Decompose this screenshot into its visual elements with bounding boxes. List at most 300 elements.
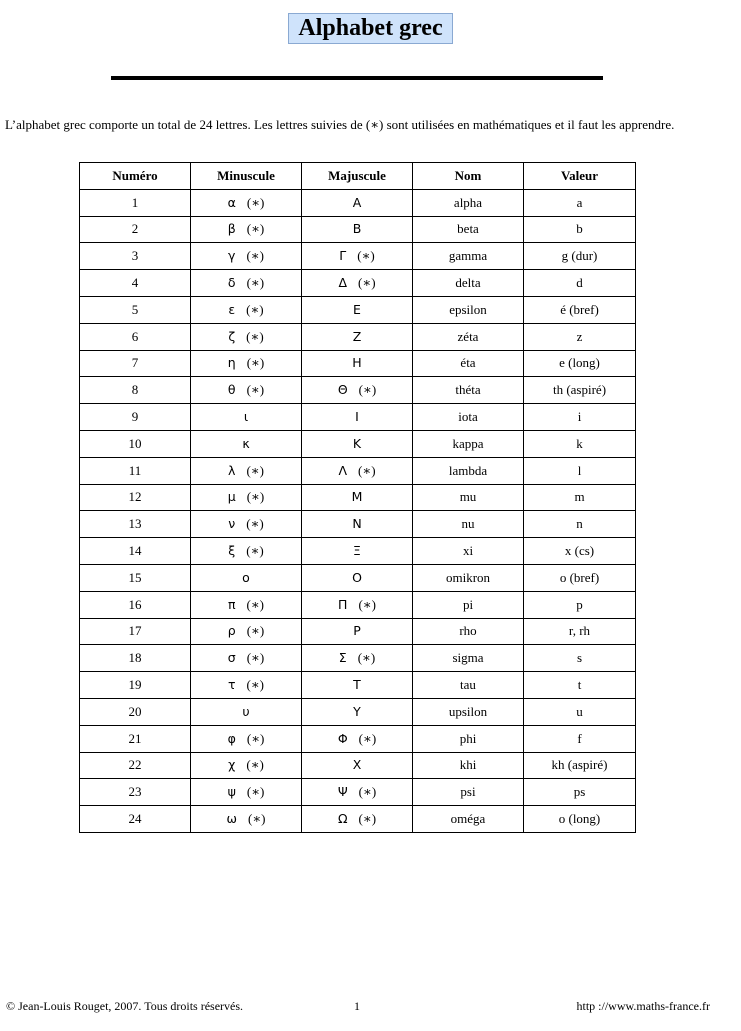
cell-majuscule-text: Ψ [337,784,348,800]
table-row [80,672,636,699]
cell-nom [413,457,524,484]
table-row [80,404,636,431]
cell-numero-text: 13 [128,516,142,532]
table-row [80,725,636,752]
cell-valeur-text: g (dur) [561,248,598,264]
cell-majuscule [302,189,413,216]
cell-minuscule-text: β [227,221,236,237]
math-star-marker: (∗) [246,623,265,639]
cell-nom [413,323,524,350]
cell-numero [80,511,191,538]
cell-minuscule [191,270,302,297]
cell-nom [413,698,524,725]
cell-numero-text: 11 [128,462,142,478]
cell-majuscule [302,270,413,297]
cell-numero-text: 3 [131,248,139,264]
cell-valeur [524,377,636,404]
cell-majuscule [302,725,413,752]
cell-nom [413,430,524,457]
cell-majuscule-text: Ω [337,811,348,827]
cell-majuscule [302,296,413,323]
cell-majuscule-text: N [352,516,362,532]
cell-numero [80,725,191,752]
cell-minuscule [191,430,302,457]
cell-nom [413,672,524,699]
cell-valeur-text: d [576,275,583,291]
cell-majuscule [302,323,413,350]
cell-minuscule-text: o [242,569,250,585]
cell-majuscule [302,484,413,511]
cell-minuscule [191,484,302,511]
cell-majuscule-text: K [352,435,362,451]
cell-nom [413,538,524,565]
cell-nom-text: khi [459,757,477,773]
cell-numero-text: 2 [131,221,139,237]
cell-numero [80,484,191,511]
cell-numero-text: 8 [131,382,139,398]
cell-valeur-text: o (long) [558,811,601,827]
page-title: Alphabet grec [288,13,452,44]
table-row [80,752,636,779]
cell-nom [413,618,524,645]
math-star-marker: (∗) [246,462,264,478]
math-star-marker: (∗) [246,301,264,317]
cell-numero [80,645,191,672]
cell-majuscule-text: I [355,409,359,425]
cell-valeur [524,752,636,779]
cell-nom-text: nu [461,516,475,532]
cell-minuscule-text: ι [243,409,249,425]
cell-valeur-text: t [577,677,582,693]
cell-valeur-text: m [574,489,585,505]
cell-nom-text: delta [455,275,481,291]
cell-numero [80,296,191,323]
table-row [80,377,636,404]
cell-nom [413,806,524,833]
math-star-marker: (∗) [246,650,265,666]
table-row [80,430,636,457]
cell-valeur [524,806,636,833]
cell-minuscule-text: υ [242,703,250,719]
cell-minuscule-text: ε [228,301,236,317]
cell-majuscule [302,404,413,431]
cell-valeur-text: u [576,703,583,719]
cell-valeur-text: é (bref) [560,301,599,317]
cell-minuscule [191,350,302,377]
cell-valeur [524,511,636,538]
cell-minuscule [191,564,302,591]
footer-page-number: 1 [354,999,360,1013]
cell-numero [80,377,191,404]
cell-majuscule [302,216,413,243]
cell-valeur [524,296,636,323]
cell-majuscule-text: B [352,221,362,237]
cell-minuscule [191,457,302,484]
cell-minuscule [191,538,302,565]
cell-valeur-text: x (cs) [564,543,595,559]
math-star-marker: (∗) [358,730,377,746]
cell-numero-text: 16 [128,596,142,612]
cell-majuscule-text: O [352,569,362,585]
cell-valeur [524,591,636,618]
cell-numero-text: 19 [128,677,142,693]
cell-valeur-text: n [576,516,583,532]
table-row [80,564,636,591]
math-star-marker: (∗) [357,650,376,666]
header-minuscule: Minuscule [191,163,302,190]
cell-majuscule-text: Λ [338,462,348,478]
cell-valeur [524,270,636,297]
math-star-marker: (∗) [246,516,264,532]
cell-majuscule-text: E [353,301,361,317]
cell-majuscule-text: M [351,489,363,505]
cell-nom-text: beta [457,221,479,237]
math-star-marker: (∗) [246,596,265,612]
cell-minuscule-text: α [227,194,236,210]
cell-valeur-text: e (long) [559,355,600,371]
cell-minuscule-text: η [227,355,236,371]
table-header-row [80,163,636,190]
cell-majuscule [302,457,413,484]
cell-minuscule [191,323,302,350]
cell-minuscule-text: ζ [228,328,236,344]
cell-majuscule [302,618,413,645]
header-nom: Nom [413,163,524,190]
cell-majuscule [302,243,413,270]
cell-majuscule-text: Φ [337,730,348,746]
cell-majuscule-text: Υ [353,703,361,719]
math-star-marker: (∗) [358,596,376,612]
cell-minuscule [191,404,302,431]
header-majuscule: Majuscule [302,163,413,190]
cell-valeur-text: i [577,409,582,425]
cell-nom [413,779,524,806]
cell-minuscule-text: μ [227,489,236,505]
cell-nom-text: xi [462,543,474,559]
table-row [80,216,636,243]
math-star-marker: (∗) [246,677,265,693]
table-row [80,457,636,484]
table-row [80,189,636,216]
math-star-marker: (∗) [358,784,377,800]
cell-minuscule-text: χ [228,757,236,773]
cell-valeur-text: a [576,194,583,210]
cell-minuscule-text: δ [227,275,236,291]
cell-valeur [524,645,636,672]
cell-majuscule [302,511,413,538]
cell-valeur-text: th (aspiré) [552,382,607,398]
cell-valeur-text: r, rh [568,623,591,639]
cell-minuscule [191,752,302,779]
cell-minuscule [191,698,302,725]
cell-numero-text: 24 [128,811,142,827]
cell-valeur [524,618,636,645]
cell-minuscule [191,296,302,323]
cell-valeur [524,484,636,511]
cell-nom [413,591,524,618]
table-row [80,779,636,806]
cell-nom-text: omikron [445,569,491,585]
cell-valeur-text: s [576,650,583,666]
math-star-marker: (∗) [246,248,264,264]
cell-valeur [524,538,636,565]
table-row [80,538,636,565]
cell-numero-text: 22 [128,757,142,773]
cell-numero-text: 21 [128,730,142,746]
cell-valeur [524,672,636,699]
cell-nom-text: gamma [448,248,488,264]
cell-valeur [524,430,636,457]
cell-majuscule [302,430,413,457]
cell-valeur [524,216,636,243]
cell-minuscule [191,806,302,833]
cell-majuscule-text: P [353,623,361,639]
cell-majuscule [302,538,413,565]
cell-minuscule-text: ψ [227,784,236,800]
table-row [80,296,636,323]
header-valeur: Valeur [524,163,636,190]
table-row [80,645,636,672]
cell-nom [413,270,524,297]
cell-minuscule [191,243,302,270]
cell-nom-text: mu [459,489,477,505]
cell-numero [80,779,191,806]
cell-nom [413,725,524,752]
math-star-marker: (∗) [358,275,376,291]
cell-majuscule [302,350,413,377]
math-star-marker: (∗) [246,784,265,800]
cell-numero [80,591,191,618]
cell-valeur [524,323,636,350]
cell-valeur-text: p [576,596,583,612]
cell-nom-text: epsilon [449,301,487,317]
cell-nom [413,564,524,591]
cell-valeur [524,725,636,752]
cell-numero [80,752,191,779]
math-star-marker: (∗) [358,811,377,827]
cell-valeur-text: z [576,328,583,344]
cell-majuscule-text: Θ [337,382,348,398]
cell-numero [80,243,191,270]
footer-url[interactable]: http ://www.maths-france.fr [576,999,710,1013]
cell-valeur [524,564,636,591]
cell-numero-text: 1 [131,194,139,210]
cell-minuscule [191,377,302,404]
cell-numero [80,270,191,297]
table-row [80,484,636,511]
cell-majuscule [302,377,413,404]
cell-nom-text: alpha [453,194,483,210]
table-row [80,591,636,618]
cell-valeur-text: b [576,221,583,237]
cell-numero [80,698,191,725]
cell-numero-text: 17 [128,623,142,639]
cell-minuscule-text: φ [227,730,236,746]
cell-majuscule [302,672,413,699]
cell-nom [413,350,524,377]
math-star-marker: (∗) [246,221,265,237]
cell-nom-text: rho [459,623,477,639]
cell-majuscule [302,591,413,618]
cell-majuscule-text: Σ [338,650,347,666]
cell-minuscule-text: θ [227,382,236,398]
cell-majuscule-text: Ξ [353,543,361,559]
cell-minuscule [191,618,302,645]
cell-valeur [524,350,636,377]
math-star-marker: (∗) [246,543,264,559]
cell-numero-text: 20 [128,703,142,719]
math-star-marker: (∗) [247,811,266,827]
cell-numero [80,404,191,431]
cell-minuscule [191,645,302,672]
cell-valeur-text: o (bref) [559,569,600,585]
cell-valeur [524,698,636,725]
title-container [0,13,741,44]
cell-majuscule-text: Z [352,328,362,344]
table-row [80,698,636,725]
cell-minuscule-text: τ [227,677,236,693]
cell-valeur [524,457,636,484]
cell-minuscule [191,725,302,752]
math-star-marker: (∗) [246,355,265,371]
cell-nom [413,243,524,270]
table-row [80,270,636,297]
cell-numero-text: 4 [131,275,139,291]
cell-minuscule [191,591,302,618]
cell-numero [80,216,191,243]
cell-nom-text: oméga [450,811,486,827]
cell-nom-text: zéta [457,328,479,344]
footer-copyright: © Jean-Louis Rouget, 2007. Tous droits réservés. [6,999,244,1013]
cell-valeur-text: f [577,730,582,746]
cell-valeur [524,243,636,270]
cell-majuscule-text: Δ [338,275,348,291]
cell-numero-text: 15 [128,569,142,585]
math-star-marker: (∗) [246,382,265,398]
cell-majuscule-text: X [352,757,362,773]
cell-minuscule-text: π [227,596,236,612]
cell-majuscule [302,698,413,725]
title-rule [111,76,603,80]
cell-numero [80,672,191,699]
table-row [80,323,636,350]
cell-nom-text: éta [460,355,476,371]
header-numero: Numéro [80,163,191,190]
cell-nom [413,404,524,431]
cell-majuscule [302,806,413,833]
cell-minuscule [191,511,302,538]
cell-majuscule [302,779,413,806]
cell-nom [413,189,524,216]
cell-nom-text: tau [460,677,476,693]
cell-numero-text: 9 [131,409,139,425]
cell-majuscule-text: Π [338,596,348,612]
cell-numero [80,189,191,216]
cell-nom-text: phi [459,730,477,746]
cell-nom [413,484,524,511]
cell-nom [413,752,524,779]
cell-valeur-text: kh (aspiré) [551,757,608,773]
cell-numero-text: 12 [128,489,142,505]
table-row [80,618,636,645]
cell-minuscule [191,779,302,806]
cell-majuscule-text: Γ [339,248,347,264]
math-star-marker: (∗) [246,328,264,344]
cell-valeur-text: l [577,462,582,478]
cell-majuscule [302,564,413,591]
intro-paragraph: L’alphabet grec comporte un total de 24 lettres. Les lettres suivies de (∗) sont utilisées en mathématiques et il faut les apprendre. [5,117,675,132]
math-star-marker: (∗) [358,462,376,478]
math-star-marker: (∗) [246,489,265,505]
cell-nom [413,377,524,404]
cell-numero [80,806,191,833]
cell-numero-text: 18 [128,650,142,666]
cell-majuscule-text: A [352,194,362,210]
math-star-marker: (∗) [357,248,375,264]
cell-valeur [524,404,636,431]
cell-numero [80,564,191,591]
cell-valeur [524,779,636,806]
cell-majuscule-text: T [353,677,361,693]
table-row [80,243,636,270]
cell-numero-text: 10 [128,435,142,451]
cell-majuscule-text: H [352,355,362,371]
cell-minuscule [191,189,302,216]
table-row [80,350,636,377]
cell-numero [80,430,191,457]
cell-nom [413,216,524,243]
cell-minuscule-text: ω [226,811,237,827]
cell-minuscule [191,672,302,699]
cell-nom-text: pi [462,596,474,612]
cell-nom-text: théta [455,382,481,398]
cell-minuscule-text: λ [228,462,236,478]
cell-nom [413,296,524,323]
cell-valeur-text: ps [573,784,586,800]
table-row [80,806,636,833]
cell-numero [80,618,191,645]
cell-numero [80,538,191,565]
math-star-marker: (∗) [246,757,264,773]
table-row [80,511,636,538]
cell-numero-text: 6 [131,328,139,344]
cell-numero [80,323,191,350]
cell-minuscule-text: ρ [227,623,236,639]
cell-numero [80,350,191,377]
math-star-marker: (∗) [246,730,265,746]
cell-numero [80,457,191,484]
table-body [80,189,636,832]
cell-nom-text: psi [460,784,476,800]
cell-numero-text: 14 [128,543,142,559]
cell-minuscule-text: ν [228,516,236,532]
cell-nom-text: iota [458,409,478,425]
cell-majuscule [302,645,413,672]
cell-nom [413,645,524,672]
cell-majuscule [302,752,413,779]
cell-numero-text: 23 [128,784,142,800]
cell-minuscule-text: κ [242,435,250,451]
cell-minuscule-text: ξ [228,543,236,559]
cell-nom [413,511,524,538]
cell-valeur-text: k [576,435,583,451]
math-star-marker: (∗) [358,382,377,398]
cell-nom-text: upsilon [448,703,488,719]
greek-alphabet-table [79,162,636,833]
cell-nom-text: kappa [452,435,484,451]
page-footer [6,999,710,1015]
cell-minuscule-text: σ [227,650,236,666]
